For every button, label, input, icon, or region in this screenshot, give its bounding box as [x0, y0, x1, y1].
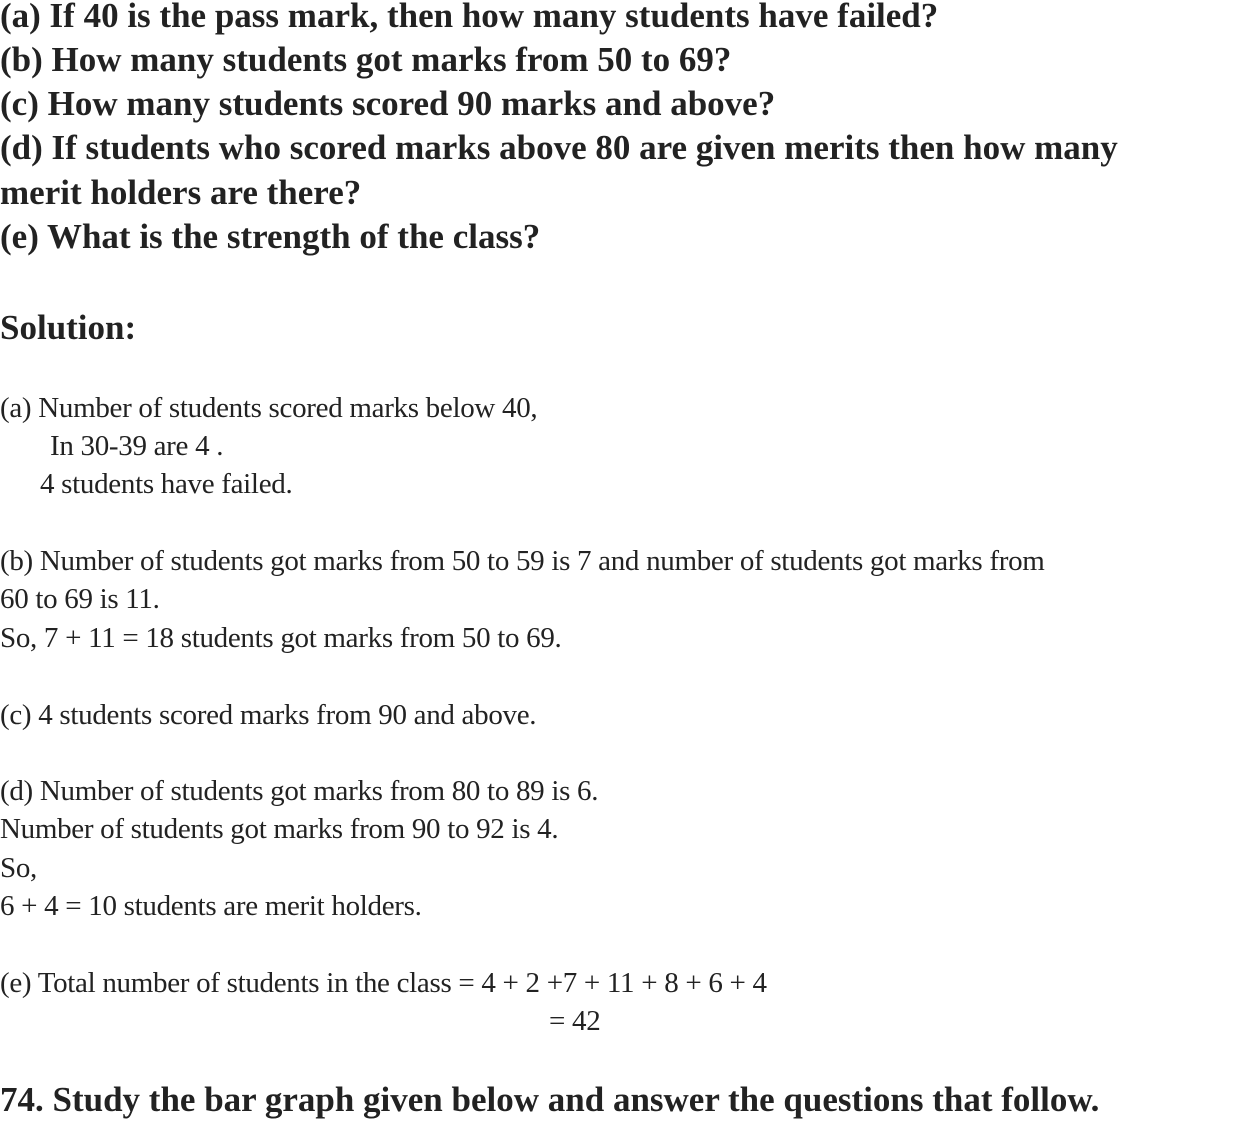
solution-a-line3: 4 students have failed.: [40, 468, 293, 500]
solution-a-line1: (a) Number of students scored marks below 40,: [0, 392, 538, 424]
question-d-line1: (d) If students who scored marks above 80 are given merits then how many: [0, 128, 1118, 167]
next-question-heading: 74. Study the bar graph given below and answer the questions that follow.: [0, 1080, 1100, 1119]
question-c: (c) How many students scored 90 marks and above?: [0, 84, 776, 123]
solution-heading: Solution:: [0, 308, 137, 347]
solution-e-line2: = 42: [549, 1005, 601, 1037]
solution-a-line2: In 30-39 are 4 .: [50, 430, 224, 462]
solution-d-line2: Number of students got marks from 90 to 92 is 4.: [0, 813, 559, 845]
solution-c-line1: (c) 4 students scored marks from 90 and above.: [0, 699, 537, 731]
solution-d-line1: (d) Number of students got marks from 80 to 89 is 6.: [0, 775, 599, 807]
solution-b-line1: (b) Number of students got marks from 50 to 59 is 7 and number of students got marks from: [0, 545, 1045, 577]
question-a: (a) If 40 is the pass mark, then how many students have failed?: [0, 0, 939, 35]
solution-b-line3: So, 7 + 11 = 18 students got marks from 50 to 69.: [0, 622, 562, 654]
solution-b-line2: 60 to 69 is 11.: [0, 583, 160, 615]
solution-d-line4: 6 + 4 = 10 students are merit holders.: [0, 890, 422, 922]
question-d-line2: merit holders are there?: [0, 173, 362, 212]
question-b: (b) How many students got marks from 50 to 69?: [0, 40, 732, 79]
question-e: (e) What is the strength of the class?: [0, 217, 541, 256]
solution-e-line1: (e) Total number of students in the class = 4 + 2 +7 + 11 + 8 + 6 + 4: [0, 967, 767, 999]
solution-d-line3: So,: [0, 852, 37, 884]
